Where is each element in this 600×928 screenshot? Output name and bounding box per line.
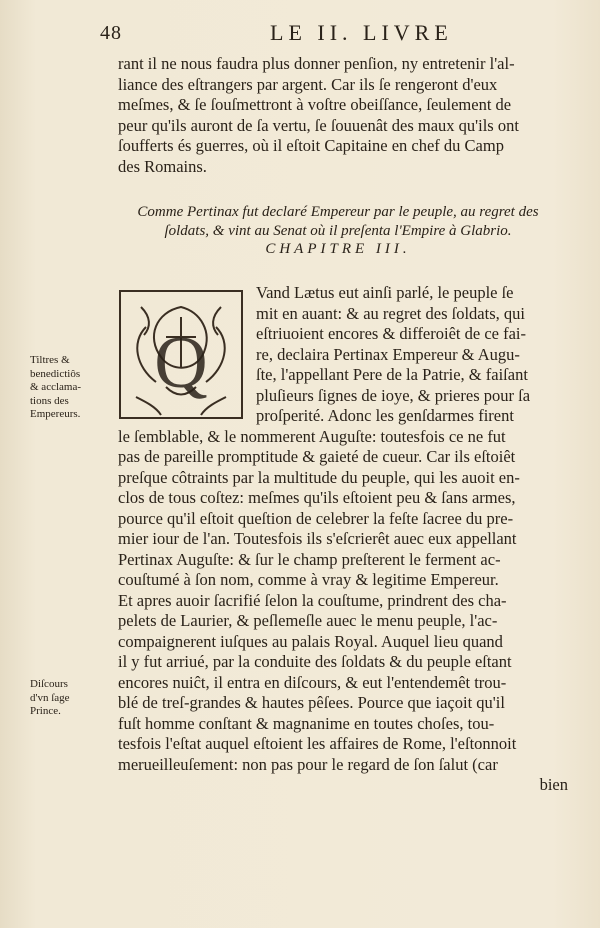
text-line: rant il ne nous faudra plus donner penſion, ny entretenir l'al-: [118, 54, 515, 73]
text-line: clos de tous coſtez: meſmes qu'ils eſtoient peu & ſans armes,: [118, 488, 516, 507]
text-line: merueilleuſement: non pas pour le regard de ſon ſalut (car: [118, 754, 498, 774]
margin-line: Tiltres &: [30, 354, 70, 366]
text-line: pas de pareille promptitude & gaieté de cueur. Car ils eſtoiêt: [118, 447, 516, 466]
text-line: couſtumé à ſon nom, comme à vray & legitime Empereur.: [118, 570, 499, 589]
chapter-number: CHAPITRE III.: [265, 241, 411, 257]
margin-line: & acclama-: [30, 381, 81, 393]
margin-line: d'vn ſage: [30, 691, 70, 704]
text-line: ſoufferts és guerres, où il eſtoit Capitaine en chef du Camp: [118, 136, 504, 155]
text-line: eſtriuoient encores & differoiêt de ce fai-: [256, 324, 526, 343]
text-line: compaignerent iuſques au palais Royal. Auquel lieu quand: [118, 631, 503, 651]
text-line: proſperité. Adonc les genſdarmes firent: [256, 406, 514, 425]
margin-line: Empereurs.: [30, 408, 81, 420]
text-line: meſmes, & ſe ſouſmettront à voſtre obeiſſance, ſeulement de: [118, 95, 512, 114]
text-line: blé de treſ-grandes & hautes pêſees. Pource que iaçoit qu'il: [118, 693, 505, 712]
paragraph-1: [118, 54, 568, 177]
text-line: Et apres auoir ſacrifié ſelon la couſtume, prindrent des cha-: [118, 590, 507, 610]
margin-note-discourse: [30, 678, 70, 719]
text-line: ſte, l'appellant Pere de la Patrie, & faiſant: [256, 365, 528, 384]
running-title: LE II. LIVRE: [270, 20, 453, 45]
text-line: il y fut arriué, par la conduite des ſoldats & du peuple eſtant: [118, 652, 512, 671]
text-line: liance des eſtrangers par argent. Car ils ſe rengeront d'eux: [118, 74, 498, 94]
chapter-title: [118, 203, 558, 241]
text-line: pelets de Laurier, & peſlemeſle auec le menu peuple, l'ac-: [118, 611, 498, 630]
text-line: fuſt homme conſtant & magnanime en toutes choſes, tou-: [118, 713, 495, 733]
text-line: des Romains.: [118, 156, 207, 176]
text-line: encores nuiĉt, il entra en diſcours, & eut l'entendemêt trou-: [118, 672, 507, 692]
text-line: Pertinax Auguſte: & ſur le champ preſterent le ferment ac-: [118, 549, 501, 569]
margin-line: Diſcours: [30, 678, 68, 690]
margin-note-titles: [30, 354, 81, 422]
margin-line: tions des: [30, 394, 69, 407]
text-line: mier iour de l'an. Toutesfois ils s'eſcrierêt auec eux appellant: [118, 529, 517, 548]
text-line: pluſieurs ſignes de ioye, & prieres pour ſa: [256, 385, 531, 405]
text-line: peur qu'ils auront de ſa vertu, ſe ſouuenât des maux qu'ils ont: [118, 115, 519, 135]
chapter-title-line: Comme Pertinax fut declaré Empereur par le peuple, au regret des: [137, 204, 539, 220]
text-line: Vand Lætus eut ainſi parlé, le peuple ſe: [256, 283, 514, 302]
text-line: tesfois l'eſtat auquel eſtoient les affaires de Rome, l'eſtonnoit: [118, 734, 517, 753]
text-line: preſque côtraints par la multitude du peuple, qui les auoit en-: [118, 467, 520, 487]
text-line: re, declaira Pertinax Empereur & Augu-: [256, 344, 520, 364]
text-line: le ſemblable, & le nommerent Auguſte: toutesfois ce ne fut: [118, 426, 506, 446]
margin-line: benedictiôs: [30, 367, 81, 380]
initial-letter: Q: [154, 322, 208, 404]
margin-line: Prince.: [30, 705, 61, 717]
text-line: mit en auant: & au regret des ſoldats, qui: [256, 303, 525, 323]
chapter-title-line: ſoldats, & vint au Senat où il preſenta l'Empire à Glabrio.: [164, 223, 512, 239]
text-line: pource qu'il eſtoit queſtion de celebrer la feſte ſacree du pre-: [118, 508, 514, 528]
page-header: [100, 14, 590, 46]
page-number: 48: [100, 22, 122, 44]
catchword: bien: [539, 775, 568, 794]
paragraph-2: [118, 283, 568, 796]
